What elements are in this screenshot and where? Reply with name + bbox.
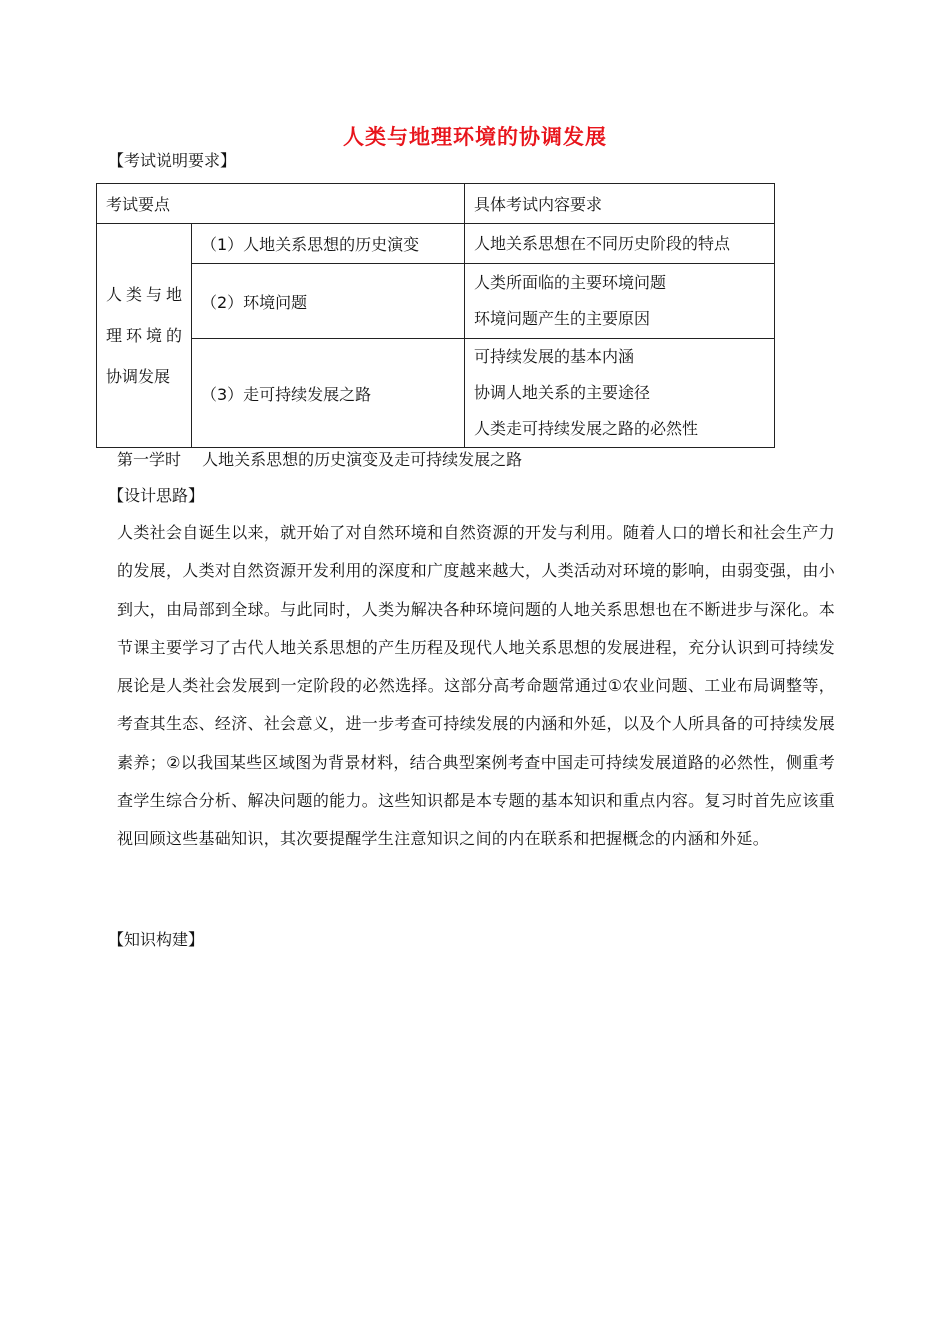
table-header-row: [97, 184, 775, 224]
header-exam-points: 考试要点: [97, 184, 465, 224]
section-heading-exam-requirements: 【考试说明要求】: [108, 151, 237, 170]
design-paragraph: 人类社会自诞生以来，就开始了对自然环境和自然资源的开发与利用。随着人口的增长和社会生产力的发展，人类对自然资源开发利用的深度和广度越来越大，人类活动对环境的影响，由弱变强，由小到大，由局部到全球。与此同时，人类为解决各种环境问题的人地关系思想也在不断进步与深化。本节课主要学习了古代人地关系思想的产生历程及现代人地关系思想的发展进程，充分认识到可持续发展论是人类社会发展到一定阶段的必然选择。这部分高考命题常通过①农业问题、工业布局调整等，考查其生态、经济、社会意义，进一步考查可持续发展的内涵和外延，以及个人所具备的可持续发展素养；②以我国某些区域图为背景材料，结合典型案例考查中国走可持续发展道路的必然性，侧重考查学生综合分析、解决问题的能力。这些知识都是本专题的基本知识和重点内容。复习时首先应该重视回顾这些基础知识，其次要提醒学生注意知识之间的内在联系和把握概念的内涵和外延。: [117, 523, 835, 849]
point-cell: （2）环境问题: [192, 264, 465, 339]
page-title: 人类与地理环境的协调发展: [343, 125, 607, 149]
content-cell: [465, 264, 775, 339]
content-line: 协调人地关系的主要途径: [474, 383, 651, 402]
content-line: 可持续发展的基本内涵: [474, 347, 635, 366]
exam-requirements-table: [96, 183, 775, 448]
content-line: 人类走可持续发展之路的必然性: [474, 419, 699, 438]
content-cell: [465, 339, 775, 448]
header-exam-content: 具体考试内容要求: [465, 184, 775, 224]
content-line: 人类所面临的主要环境问题: [474, 273, 667, 292]
lesson-heading: [117, 450, 522, 470]
point-cell: （3）走可持续发展之路: [192, 339, 465, 448]
lesson-label: 第一学时: [117, 450, 182, 469]
content-line: 环境问题产生的主要原因: [474, 309, 651, 328]
point-cell: （1）人地关系思想的历史演变: [192, 224, 465, 264]
content-cell: [465, 224, 775, 264]
table-row: [97, 224, 775, 264]
topic-cell: 人类与地理环境的协调发展: [97, 224, 192, 448]
table-row: [97, 264, 775, 339]
section-heading-knowledge: 【知识构建】: [108, 930, 205, 949]
lesson-name: 人地关系思想的历史演变及走可持续发展之路: [202, 450, 523, 469]
section-heading-design: 【设计思路】: [108, 486, 205, 505]
table-row: [97, 339, 775, 448]
content-line: 人地关系思想在不同历史阶段的特点: [474, 233, 731, 253]
